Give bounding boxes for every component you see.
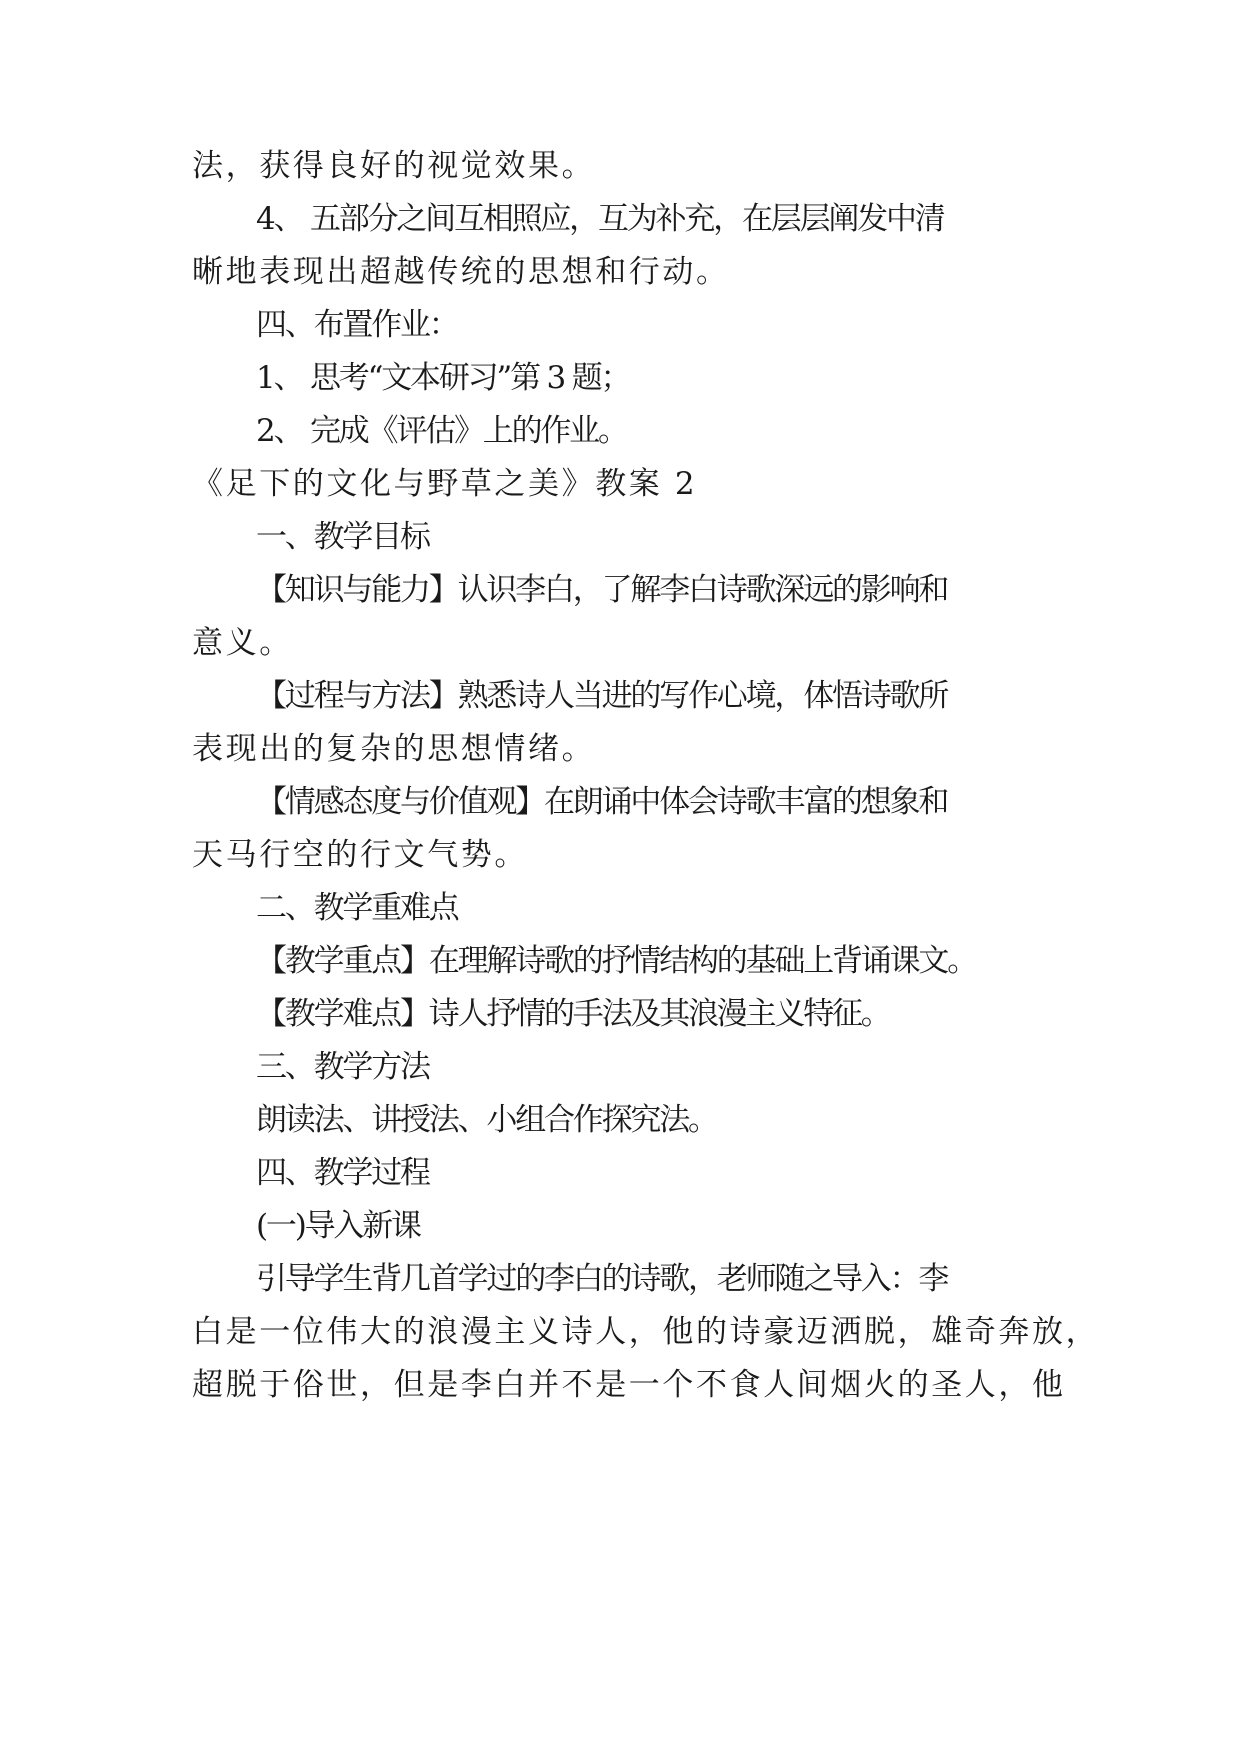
section-heading: 四、教学过程 <box>256 1155 429 1191</box>
text-line: 意义。 <box>192 625 293 661</box>
text-line: 【知识与能力】认识李白，了解李白诗歌深远的影响和 <box>256 572 948 608</box>
text-line: 【过程与方法】熟悉诗人当进的写作心境，体悟诗歌所 <box>256 678 948 714</box>
section-heading: 二、教学重难点 <box>256 890 458 926</box>
text-line: 白是一位伟大的浪漫主义诗人，他的诗豪迈洒脱，雄奇奔放， <box>192 1314 1100 1350</box>
section-heading: 三、教学方法 <box>256 1049 429 1085</box>
text-line: 表现出的复杂的思想情绪。 <box>192 731 596 767</box>
text-line: 天马行空的行文气势。 <box>192 837 528 873</box>
text-line: 【情感态度与价值观】在朗诵中体会诗歌丰富的想象和 <box>256 784 948 820</box>
text-line: 引导学生背几首学过的李白的诗歌，老师随之导入：李 <box>256 1261 948 1297</box>
text-line: 朗读法、讲授法、小组合作探究法。 <box>256 1102 717 1138</box>
text-line: 1、 思考“文本研习”第 3 题； <box>256 360 630 396</box>
text-line: 【教学重点】在理解诗歌的抒情结构的基础上背诵课文。 <box>256 943 976 979</box>
text-line: 超脱于俗世，但是李白并不是一个不食人间烟火的圣人，他 <box>192 1367 1066 1403</box>
text-line: 2、 完成《评估》上的作业。 <box>256 413 627 449</box>
text-line: 【教学难点】诗人抒情的手法及其浪漫主义特征。 <box>256 996 890 1032</box>
section-heading: 四、布置作业： <box>256 307 458 343</box>
document-title: 《足下的文化与野草之美》教案 2 <box>192 466 698 502</box>
text-line: 晰地表现出超越传统的思想和行动。 <box>192 254 730 290</box>
text-line: 4、 五部分之间互相照应，互为补充，在层层阐发中清 <box>256 201 944 237</box>
text-line: 法，获得良好的视觉效果。 <box>192 148 596 184</box>
section-heading: 一、教学目标 <box>256 519 429 555</box>
subsection-heading: (一)导入新课 <box>256 1208 420 1244</box>
